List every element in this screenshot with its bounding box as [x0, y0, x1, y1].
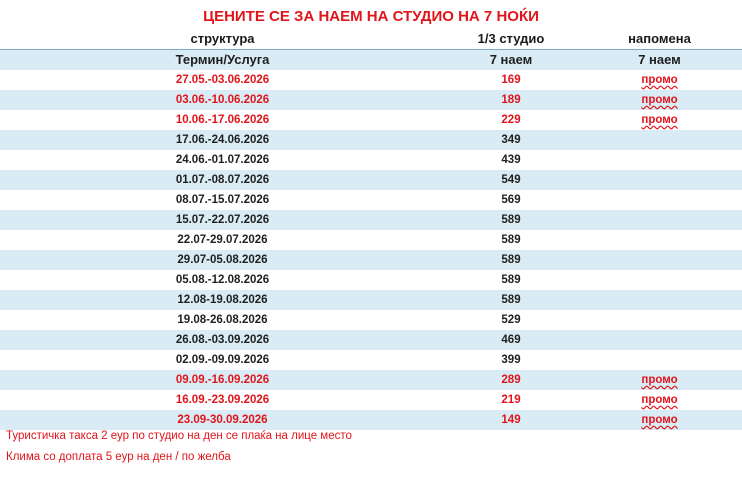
promo-label: промо [641, 74, 678, 86]
promo-label: промо [641, 394, 678, 406]
row-period: 15.07.-22.07.2026 [175, 214, 270, 226]
table-row [0, 210, 742, 230]
promo-label: промо [641, 94, 678, 106]
row-note [577, 90, 742, 110]
promo-label: промо [641, 414, 678, 426]
table-subheader [0, 50, 742, 70]
row-period: 26.08.-03.09.2026 [175, 334, 270, 346]
row-price: 189 [501, 94, 521, 106]
table-row [0, 270, 742, 290]
row-note [577, 410, 742, 430]
row-note [577, 170, 742, 190]
row-note [577, 290, 742, 310]
row-note [577, 130, 742, 150]
table-row [0, 290, 742, 310]
row-note [577, 150, 742, 170]
row-period: 23.09-30.09.2026 [177, 414, 268, 426]
row-period: 10.06.-17.06.2026 [175, 114, 270, 126]
row-period: 03.06.-10.06.2026 [175, 94, 270, 106]
row-price: 219 [501, 394, 521, 406]
row-price: 529 [501, 314, 521, 326]
table-row [0, 350, 742, 370]
row-period: 16.09.-23.09.2026 [175, 394, 270, 406]
row-note [577, 350, 742, 370]
row-price: 229 [501, 114, 521, 126]
table-row [0, 310, 742, 330]
row-note [577, 390, 742, 410]
row-price: 289 [501, 374, 521, 386]
row-note [577, 370, 742, 390]
row-price: 349 [501, 134, 521, 146]
row-note [577, 190, 742, 210]
table-row [0, 110, 742, 130]
row-price: 589 [501, 214, 521, 226]
table-row [0, 70, 742, 90]
row-period: 19.08-26.08.2026 [177, 314, 268, 326]
row-price: 589 [501, 274, 521, 286]
row-note [577, 230, 742, 250]
table-row [0, 370, 742, 390]
table-row [0, 390, 742, 410]
row-note [577, 210, 742, 230]
row-note [577, 310, 742, 330]
subheader-period: Термин/Услуга [175, 52, 270, 67]
table-row [0, 330, 742, 350]
table-row [0, 250, 742, 270]
note-air-conditioning: Клима со доплата 5 еур на ден / по желба [6, 451, 231, 463]
price-table [0, 50, 742, 430]
header-note: напомена [628, 31, 691, 46]
row-period: 01.07.-08.07.2026 [175, 174, 270, 186]
row-price: 439 [501, 154, 521, 166]
subheader-price: 7 наем [489, 52, 533, 67]
row-period: 29.07-05.08.2026 [177, 254, 268, 266]
row-note [577, 250, 742, 270]
header-studio: 1/3 студио [477, 31, 545, 46]
row-price: 549 [501, 174, 521, 186]
row-price: 589 [501, 254, 521, 266]
row-period: 05.08.-12.08.2026 [175, 274, 270, 286]
note-tourist-tax: Туристичка такса 2 еур по студио на ден се плаќа на лице место [6, 430, 352, 442]
subheader-note: 7 наем [638, 52, 681, 67]
row-note [577, 110, 742, 130]
table-row [0, 230, 742, 250]
header-structure: структура [190, 31, 255, 46]
table-row [0, 90, 742, 110]
table-row [0, 130, 742, 150]
promo-label: промо [641, 114, 678, 126]
row-price: 149 [501, 414, 521, 426]
row-note [577, 270, 742, 290]
row-period: 24.06.-01.07.2026 [175, 154, 270, 166]
row-note [577, 70, 742, 90]
table-row [0, 150, 742, 170]
row-period: 17.06.-24.06.2026 [175, 134, 270, 146]
table-row [0, 170, 742, 190]
row-period: 02.09.-09.09.2026 [175, 354, 270, 366]
table-row [0, 190, 742, 210]
row-price: 469 [501, 334, 521, 346]
row-period: 12.08-19.08.2026 [177, 294, 268, 306]
row-price: 399 [501, 354, 521, 366]
row-period: 22.07-29.07.2026 [177, 234, 268, 246]
row-price: 569 [501, 194, 521, 206]
table-row [0, 410, 742, 430]
row-price: 169 [501, 74, 521, 86]
page-title: ЦЕНИТЕ СЕ ЗА НАЕМ НА СТУДИО НА 7 НОЌИ [203, 8, 539, 25]
row-price: 589 [501, 294, 521, 306]
row-period: 08.07.-15.07.2026 [175, 194, 270, 206]
row-price: 589 [501, 234, 521, 246]
row-period: 27.05.-03.06.2026 [175, 74, 270, 86]
row-period: 09.09.-16.09.2026 [175, 374, 270, 386]
row-note [577, 330, 742, 350]
promo-label: промо [641, 374, 678, 386]
